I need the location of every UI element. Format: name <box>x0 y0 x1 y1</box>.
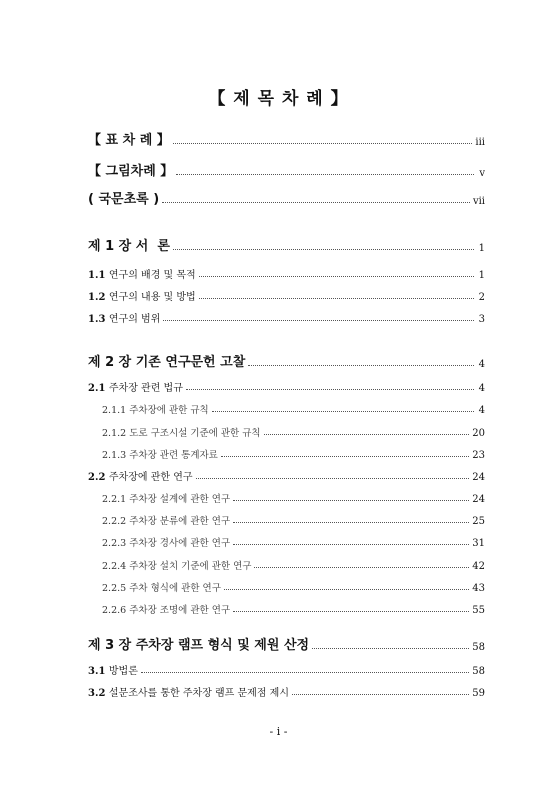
toc-chapter-1[interactable] <box>0 236 557 254</box>
dot-leader <box>233 500 469 501</box>
dot-leader <box>163 320 474 321</box>
dot-leader <box>224 589 469 590</box>
toc-subsection-text: 주차장 설계에 관한 연구 <box>129 494 231 505</box>
toc-title: 【 제 목 차 례 】 <box>208 89 349 109</box>
toc-entry-page: 24 <box>472 494 485 505</box>
toc-entry-label: ( 국문초록 ) <box>88 192 160 207</box>
toc-subsection[interactable] <box>0 576 557 594</box>
toc-entry-page: 3 <box>478 314 485 325</box>
toc-section-text: 설문조사를 통한 주차장 램프 문제점 제시 <box>108 688 290 699</box>
toc-subsection[interactable] <box>0 509 557 527</box>
toc-subsection-number: 2.1.3 <box>102 450 127 461</box>
toc-entry-page: 43 <box>472 583 485 594</box>
toc-entry-page: 23 <box>472 450 485 461</box>
toc-subsection[interactable] <box>0 487 557 505</box>
toc-section[interactable] <box>0 681 557 699</box>
dot-leader <box>233 544 469 545</box>
toc-subsection-text: 주차장 관련 통계자료 <box>129 450 218 461</box>
toc-entry-page: 25 <box>472 516 485 527</box>
toc-entry-page: 55 <box>472 605 485 616</box>
toc-entry-page: 31 <box>472 538 485 549</box>
dot-leader <box>186 389 474 390</box>
toc-section-number: 1.1 <box>88 270 106 281</box>
dot-leader <box>248 365 474 366</box>
toc-section-number: 3.1 <box>88 666 106 677</box>
toc-section-number: 3.2 <box>88 688 106 699</box>
toc-entry-page: iii <box>475 137 485 148</box>
toc-section[interactable] <box>0 263 557 281</box>
toc-subsection-text: 주차장에 관한 규칙 <box>129 405 209 416</box>
dot-leader <box>233 522 469 523</box>
dot-leader <box>212 411 474 412</box>
toc-entry-page: 1 <box>478 243 485 254</box>
toc-entry-abstract[interactable] <box>0 189 557 207</box>
toc-entry-page: 20 <box>472 428 485 439</box>
toc-subsection[interactable] <box>0 421 557 439</box>
toc-subsection-number: 2.2.5 <box>102 583 127 594</box>
toc-subsection-number: 2.2.2 <box>102 516 127 527</box>
toc-subsection[interactable] <box>0 598 557 616</box>
dot-leader <box>141 672 469 673</box>
dot-leader <box>292 694 469 695</box>
toc-entry-page: v <box>479 168 485 179</box>
toc-entry-label: 【 그림차례 】 <box>88 164 174 179</box>
toc-entry-page: 24 <box>472 472 485 483</box>
dot-leader <box>312 648 469 649</box>
toc-section-text: 주차장 관련 법규 <box>108 383 183 394</box>
toc-chapter-3[interactable] <box>0 635 557 653</box>
toc-subsection-text: 주차 형식에 관한 연구 <box>129 583 221 594</box>
toc-subsection[interactable] <box>0 443 557 461</box>
toc-entry-tables[interactable] <box>0 130 557 148</box>
toc-subsection-number: 2.1.1 <box>102 405 127 416</box>
dot-leader <box>254 567 469 568</box>
toc-section-text: 연구의 범위 <box>108 314 161 325</box>
toc-section[interactable] <box>0 376 557 394</box>
toc-subsection-text: 주차장 경사에 관한 연구 <box>129 538 231 549</box>
toc-entry-page: 58 <box>472 642 485 653</box>
dot-leader <box>162 202 470 203</box>
toc-subsection[interactable] <box>0 531 557 549</box>
toc-section-text: 주차장에 관한 연구 <box>108 472 193 483</box>
toc-subsection-number: 2.2.6 <box>102 605 127 616</box>
toc-chapter-label: 제 3 장 주차장 램프 형식 및 제원 산정 <box>88 638 310 653</box>
page-number-footer: - i - <box>269 725 288 738</box>
toc-entry-page: 42 <box>472 561 485 572</box>
toc-entry-page: 4 <box>478 359 485 370</box>
toc-section[interactable] <box>0 285 557 303</box>
toc-entry-page: vii <box>472 196 485 207</box>
toc-subsection[interactable] <box>0 398 557 416</box>
toc-subsection-text: 도로 구조시설 기준에 관한 규칙 <box>129 428 261 439</box>
toc-section[interactable] <box>0 465 557 483</box>
toc-subsection-number: 2.2.1 <box>102 494 127 505</box>
toc-section-number: 2.1 <box>88 383 106 394</box>
dot-leader <box>196 478 470 479</box>
toc-section-text: 방법론 <box>108 666 138 677</box>
dot-leader <box>233 611 469 612</box>
toc-chapter-label: 제 1 장 서 론 <box>88 239 170 254</box>
toc-subsection-text: 주차장 조명에 관한 연구 <box>129 605 231 616</box>
toc-section-text: 연구의 내용 및 방법 <box>108 292 196 303</box>
toc-subsection-text: 주차장 설치 기준에 관한 연구 <box>129 561 252 572</box>
toc-subsection-text: 주차장 분류에 관한 연구 <box>129 516 231 527</box>
toc-subsection[interactable] <box>0 554 557 572</box>
toc-section-number: 1.2 <box>88 292 106 303</box>
toc-section-number: 1.3 <box>88 314 106 325</box>
dot-leader <box>176 174 474 175</box>
dot-leader <box>199 276 474 277</box>
toc-subsection-number: 2.2.4 <box>102 561 127 572</box>
toc-subsection-number: 2.1.2 <box>102 428 127 439</box>
dot-leader <box>173 249 474 250</box>
dot-leader <box>173 143 473 144</box>
toc-entry-page: 4 <box>478 405 485 416</box>
toc-chapter-label: 제 2 장 기존 연구문헌 고찰 <box>88 355 246 370</box>
toc-entry-page: 58 <box>472 666 485 677</box>
toc-section[interactable] <box>0 307 557 325</box>
toc-entry-page: 4 <box>478 383 485 394</box>
toc-subsection-number: 2.2.3 <box>102 538 127 549</box>
toc-entry-page: 59 <box>472 688 485 699</box>
toc-entry-page: 2 <box>478 292 485 303</box>
toc-chapter-2[interactable] <box>0 352 557 370</box>
toc-section-text: 연구의 배경 및 목적 <box>108 270 196 281</box>
toc-entry-page: 1 <box>478 270 485 281</box>
dot-leader <box>221 456 469 457</box>
toc-section[interactable] <box>0 659 557 677</box>
toc-entry-label: 【 표 차 례 】 <box>88 133 170 148</box>
toc-section-number: 2.2 <box>88 472 106 483</box>
toc-entry-figures[interactable] <box>0 161 557 179</box>
dot-leader <box>199 298 474 299</box>
dot-leader <box>264 434 470 435</box>
